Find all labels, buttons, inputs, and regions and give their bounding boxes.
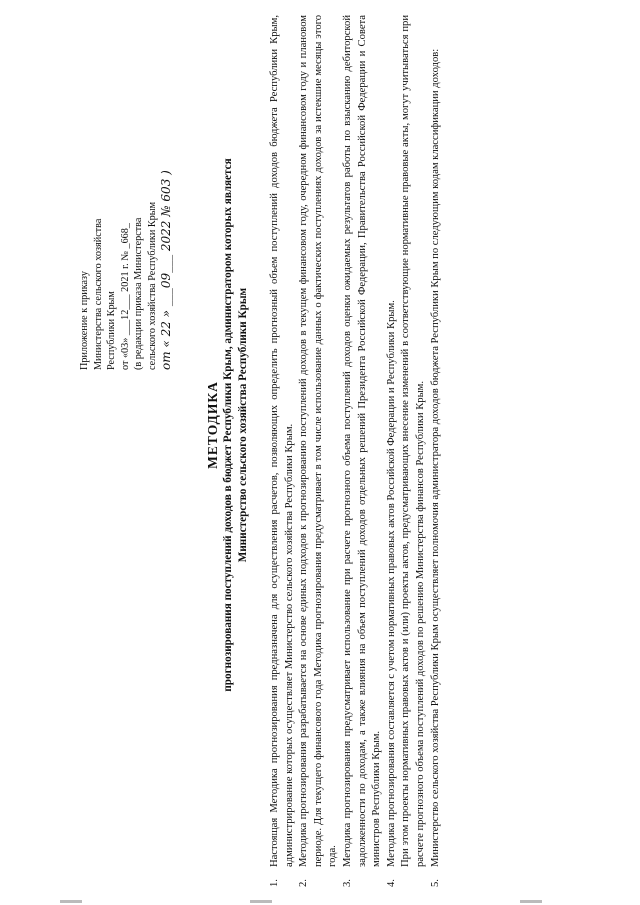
item-number: 3.	[341, 879, 353, 887]
title-block	[205, 95, 250, 755]
appendix-line: Приложение к приказу	[79, 271, 90, 370]
appendix-line: сельского хозяйства Республики Крым	[146, 201, 158, 370]
appendix-line: Министерства сельского хозяйства	[92, 218, 104, 370]
document-subtitle: Министерство сельского хозяйства Республики Крым	[236, 287, 249, 563]
item-paragraph: Методика прогнозирования разрабатывается на основе единых подходов к прогнозированию поступлений доходов в текущем финансовом году, очередном финансовом году и плановом периоде. Для текущего финансового года Методика прогнозирования предусматривает в том числе использование данных о фактических поступлениях доходов за истекшие месяцы этого года.	[298, 15, 339, 867]
item-paragraph: При этом проекты нормативных правовых актов и (или) проекты актов, предусматривающих внесение изменений в соответствующие нормативные правовые акты, могут учитываться при расчете прогнозного объема поступлений доходов по решению Министерства финансов Республики Крым.	[400, 15, 426, 867]
list-item	[268, 15, 297, 887]
item-number: 5.	[429, 879, 441, 887]
list-item	[341, 15, 385, 887]
document-body	[268, 15, 443, 887]
list-item	[297, 15, 341, 887]
appendix-line: (в редакции приказа Министерства	[133, 217, 145, 370]
document-subtitle: прогнозирования поступлений доходов в бюджет Республики Крым, администратором которых является	[222, 158, 234, 692]
item-number: 2.	[298, 879, 310, 887]
item-paragraph: Настоящая Методика прогнозирования предназначена для осуществления расчетов, позволяющих определить прогнозный объем поступлений доходов бюджета Республики Крым, администрирование которых осуществляет Министерство сельского хозяйства Республики Крым.	[269, 15, 295, 867]
item-paragraph: Методика прогнозирования составляется с учетом нормативных правовых актов Российской Федерации и Республики Крым.	[385, 300, 397, 867]
item-paragraph: Методика прогнозирования предусматривает использование при расчете прогнозного объема поступлений доходов оценки ожидаемых результатов работы по взысканию дебиторской задолженности по доходам, а также влияния на объем поступлений доходов отдельных решений Президента Российской Федерации, Правительства Российской Федерации и Совета министров Республики Крым.	[341, 15, 383, 867]
scan-margin-marks	[0, 893, 640, 903]
item-number: 4.	[385, 879, 397, 887]
list-item	[385, 15, 429, 887]
appendix-line: Республики Крым	[106, 291, 118, 370]
appendix-note	[78, 135, 173, 370]
item-number: 1.	[269, 879, 280, 887]
list-item	[429, 15, 444, 887]
appendix-line: от « 22 » ___09___ 2022 № 603 )	[158, 170, 173, 370]
item-paragraph: Министерство сельского хозяйства Республики Крым осуществляет полномочия администратора доходов бюджета Республики Крым по следующим кодам классификации доходов:	[429, 48, 441, 867]
document-title: МЕТОДИКА	[205, 381, 220, 469]
appendix-line: от «03» ___12___ 2021 г. № _668_	[119, 223, 131, 370]
